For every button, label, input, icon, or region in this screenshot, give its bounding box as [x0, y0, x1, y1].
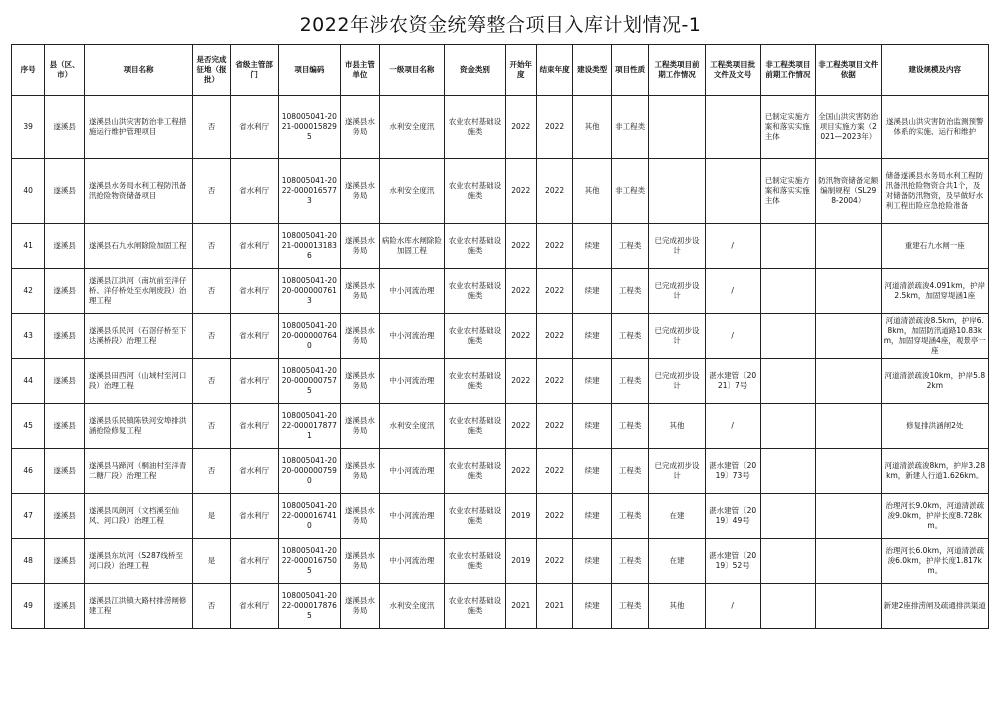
- nonproj-pre-cell: [760, 494, 815, 539]
- dept-cell: 省水利厅: [230, 224, 278, 269]
- start-year-cell: 2021: [505, 584, 536, 629]
- nonproj-doc-cell: 防汛物资储备定额编制规程（SL298-2004）: [815, 159, 881, 224]
- land-cell: 是: [193, 539, 230, 584]
- end-year-cell: 2022: [536, 224, 572, 269]
- end-year-cell: 2021: [536, 584, 572, 629]
- header-cell: 项目名称: [84, 45, 192, 96]
- page-title: 2022年涉农资金统筹整合项目入库计划情况-1: [299, 14, 702, 36]
- header-cell: 结束年度: [536, 45, 572, 96]
- county-cell: 遂溪县: [45, 584, 85, 629]
- nonproj-doc-cell: [815, 584, 881, 629]
- start-year-cell: 2022: [505, 159, 536, 224]
- start-year-cell: 2022: [505, 269, 536, 314]
- dept-cell: 省水利厅: [230, 539, 278, 584]
- build-type-cell: 续建: [573, 539, 612, 584]
- fund-cell: 农业农村基础设施类: [445, 494, 505, 539]
- nonproj-pre-cell: [760, 269, 815, 314]
- dept-cell: 省水利厅: [230, 159, 278, 224]
- level1-cell: 水利安全度汛: [379, 159, 445, 224]
- pre-work-cell: 已完成初步设计: [649, 269, 705, 314]
- land-cell: 否: [193, 449, 230, 494]
- scale-cell: 新建2座排涝闸及疏通排洪渠道: [881, 584, 988, 629]
- build-type-cell: 续建: [573, 269, 612, 314]
- approval-cell: /: [705, 404, 760, 449]
- header-cell: 省级主管部门: [230, 45, 278, 96]
- unit-cell: 遂溪县水务局: [341, 314, 380, 359]
- pre-work-cell: [649, 96, 705, 159]
- dept-cell: 省水利厅: [230, 359, 278, 404]
- row-number: 47: [12, 494, 45, 539]
- row-number: 44: [12, 359, 45, 404]
- end-year-cell: 2022: [536, 404, 572, 449]
- county-cell: 遂溪县: [45, 404, 85, 449]
- land-cell: 否: [193, 584, 230, 629]
- county-cell: 遂溪县: [45, 159, 85, 224]
- pre-work-cell: [649, 159, 705, 224]
- fund-cell: 农业农村基础设施类: [445, 449, 505, 494]
- scale-cell: 河道清淤疏浚8.5km，护岸6.8km，加固防汛道路10.83km，加固穿堤涵4座，观景亭一座: [881, 314, 988, 359]
- scale-cell: 遂溪县山洪灾害防治监测预警体系的实施、运行和维护: [881, 96, 988, 159]
- project-name-cell: 遂溪县乐民镇陈铁河安埠排洪涵抢险修复工程: [84, 404, 192, 449]
- nonproj-doc-cell: [815, 539, 881, 584]
- nonproj-pre-cell: [760, 314, 815, 359]
- pre-work-cell: 已完成初步设计: [649, 224, 705, 269]
- county-cell: 遂溪县: [45, 539, 85, 584]
- code-cell: 108005041-2021-0000158295: [278, 96, 340, 159]
- land-cell: 否: [193, 224, 230, 269]
- project-name-cell: 遂溪县田西河（山域村至河口段）治理工程: [84, 359, 192, 404]
- row-number: 46: [12, 449, 45, 494]
- header-cell: 建设规模及内容: [881, 45, 988, 96]
- row-number: 45: [12, 404, 45, 449]
- approval-cell: 湛水建管〔2019〕73号: [705, 449, 760, 494]
- fund-cell: 农业农村基础设施类: [445, 314, 505, 359]
- unit-cell: 遂溪县水务局: [341, 96, 380, 159]
- approval-cell: /: [705, 224, 760, 269]
- end-year-cell: 2022: [536, 494, 572, 539]
- header-cell: 工程类项目前期工作情况: [649, 45, 705, 96]
- scale-cell: 修复排洪涵闸2处: [881, 404, 988, 449]
- table-row: [12, 314, 989, 359]
- fund-cell: 农业农村基础设施类: [445, 224, 505, 269]
- pre-work-cell: 其他: [649, 584, 705, 629]
- end-year-cell: 2022: [536, 96, 572, 159]
- nature-cell: 工程类: [611, 359, 648, 404]
- start-year-cell: 2022: [505, 404, 536, 449]
- header-cell: 项目编码: [278, 45, 340, 96]
- level1-cell: 中小河流治理: [379, 449, 445, 494]
- dept-cell: 省水利厅: [230, 404, 278, 449]
- row-number: 49: [12, 584, 45, 629]
- scale-cell: 河道清淤疏浚10km，护岸5.82km: [881, 359, 988, 404]
- code-cell: 108005041-2022-0000167410: [278, 494, 340, 539]
- nature-cell: 非工程类: [611, 159, 648, 224]
- land-cell: 否: [193, 159, 230, 224]
- approval-cell: /: [705, 584, 760, 629]
- project-table: [11, 44, 989, 629]
- pre-work-cell: 已完成初步设计: [649, 314, 705, 359]
- project-name-cell: 遂溪县石九水闸除险加固工程: [84, 224, 192, 269]
- level1-cell: 中小河流治理: [379, 494, 445, 539]
- fund-cell: 农业农村基础设施类: [445, 159, 505, 224]
- header-cell: 非工程类项目文件依据: [815, 45, 881, 96]
- fund-cell: 农业农村基础设施类: [445, 359, 505, 404]
- unit-cell: 遂溪县水务局: [341, 359, 380, 404]
- pre-work-cell: 在建: [649, 539, 705, 584]
- header-cell: 是否完成征地（报批）: [193, 45, 230, 96]
- level1-cell: 中小河流治理: [379, 359, 445, 404]
- row-number: 39: [12, 96, 45, 159]
- header-cell: 开始年度: [505, 45, 536, 96]
- table-row: [12, 359, 989, 404]
- nature-cell: 工程类: [611, 224, 648, 269]
- code-cell: 108005041-2022-0000178771: [278, 404, 340, 449]
- nonproj-doc-cell: 全国山洪灾害防治项目实施方案（2021—2023年）: [815, 96, 881, 159]
- start-year-cell: 2019: [505, 494, 536, 539]
- land-cell: 否: [193, 359, 230, 404]
- header-cell: 工程类项目批文件及文号: [705, 45, 760, 96]
- level1-cell: 中小河流治理: [379, 314, 445, 359]
- nonproj-doc-cell: [815, 224, 881, 269]
- unit-cell: 遂溪县水务局: [341, 584, 380, 629]
- end-year-cell: 2022: [536, 359, 572, 404]
- pre-work-cell: 在建: [649, 494, 705, 539]
- project-name-cell: 遂溪县凤朗河（文档溪至仙风、河口段）治理工程: [84, 494, 192, 539]
- end-year-cell: 2022: [536, 449, 572, 494]
- row-number: 40: [12, 159, 45, 224]
- nonproj-doc-cell: [815, 359, 881, 404]
- build-type-cell: 续建: [573, 314, 612, 359]
- header-cell: 建设类型: [573, 45, 612, 96]
- fund-cell: 农业农村基础设施类: [445, 404, 505, 449]
- start-year-cell: 2022: [505, 96, 536, 159]
- county-cell: 遂溪县: [45, 494, 85, 539]
- start-year-cell: 2019: [505, 539, 536, 584]
- county-cell: 遂溪县: [45, 449, 85, 494]
- nonproj-pre-cell: 已制定实施方案和落实实施主体: [760, 96, 815, 159]
- pre-work-cell: 已完成初步设计: [649, 359, 705, 404]
- unit-cell: 遂溪县水务局: [341, 494, 380, 539]
- build-type-cell: 续建: [573, 224, 612, 269]
- county-cell: 遂溪县: [45, 224, 85, 269]
- header-cell: 序号: [12, 45, 45, 96]
- nonproj-pre-cell: [760, 359, 815, 404]
- unit-cell: 遂溪县水务局: [341, 404, 380, 449]
- land-cell: 否: [193, 404, 230, 449]
- build-type-cell: 其他: [573, 159, 612, 224]
- project-name-cell: 遂溪县水务局水利工程防汛备汛抢险物资储备项目: [84, 159, 192, 224]
- table-row: [12, 539, 989, 584]
- approval-cell: [705, 159, 760, 224]
- code-cell: 108005041-2021-0000131836: [278, 224, 340, 269]
- project-name-cell: 遂溪县乐民河（石滘仔桥至下达溪桥段）治理工程: [84, 314, 192, 359]
- nature-cell: 工程类: [611, 404, 648, 449]
- end-year-cell: 2022: [536, 539, 572, 584]
- level1-cell: 水利安全度汛: [379, 96, 445, 159]
- land-cell: 否: [193, 96, 230, 159]
- level1-cell: 中小河流治理: [379, 269, 445, 314]
- code-cell: 108005041-2022-0000165773: [278, 159, 340, 224]
- level1-cell: 水利安全度汛: [379, 404, 445, 449]
- header-cell: 市县主管单位: [341, 45, 380, 96]
- build-type-cell: 续建: [573, 494, 612, 539]
- table-row: [12, 404, 989, 449]
- row-number: 41: [12, 224, 45, 269]
- land-cell: 是: [193, 494, 230, 539]
- level1-cell: 水利安全度汛: [379, 584, 445, 629]
- table-row: [12, 269, 989, 314]
- table-row: [12, 159, 989, 224]
- build-type-cell: 续建: [573, 449, 612, 494]
- start-year-cell: 2022: [505, 224, 536, 269]
- nature-cell: 工程类: [611, 584, 648, 629]
- dept-cell: 省水利厅: [230, 449, 278, 494]
- code-cell: 108005041-2022-0000178765: [278, 584, 340, 629]
- end-year-cell: 2022: [536, 159, 572, 224]
- code-cell: 108005041-2020-0000007575: [278, 359, 340, 404]
- fund-cell: 农业农村基础设施类: [445, 269, 505, 314]
- approval-cell: 湛水建管〔2021〕7号: [705, 359, 760, 404]
- land-cell: 否: [193, 314, 230, 359]
- code-cell: 108005041-2020-0000007640: [278, 314, 340, 359]
- table-row: [12, 494, 989, 539]
- nonproj-doc-cell: [815, 494, 881, 539]
- nonproj-doc-cell: [815, 314, 881, 359]
- dept-cell: 省水利厅: [230, 494, 278, 539]
- approval-cell: /: [705, 269, 760, 314]
- nature-cell: 工程类: [611, 449, 648, 494]
- project-name-cell: 遂溪县江洪镇大路村排涝闸修建工程: [84, 584, 192, 629]
- fund-cell: 农业农村基础设施类: [445, 584, 505, 629]
- header-cell: 非工程类项目前期工作情况: [760, 45, 815, 96]
- nonproj-pre-cell: [760, 449, 815, 494]
- nature-cell: 工程类: [611, 314, 648, 359]
- project-name-cell: 遂溪县马蹄河（桐油村至洋青二糖厂段）治理工程: [84, 449, 192, 494]
- start-year-cell: 2022: [505, 449, 536, 494]
- approval-cell: [705, 96, 760, 159]
- fund-cell: 农业农村基础设施类: [445, 539, 505, 584]
- county-cell: 遂溪县: [45, 96, 85, 159]
- dept-cell: 省水利厅: [230, 584, 278, 629]
- unit-cell: 遂溪县水务局: [341, 449, 380, 494]
- nonproj-doc-cell: [815, 269, 881, 314]
- dept-cell: 省水利厅: [230, 96, 278, 159]
- code-cell: 108005041-2020-0000007613: [278, 269, 340, 314]
- build-type-cell: 其他: [573, 96, 612, 159]
- scale-cell: 治理河长6.0km，河道清淤疏浚6.0km，护岸长度1.817km。: [881, 539, 988, 584]
- county-cell: 遂溪县: [45, 359, 85, 404]
- nonproj-pre-cell: [760, 404, 815, 449]
- unit-cell: 遂溪县水务局: [341, 269, 380, 314]
- code-cell: 108005041-2022-0000167505: [278, 539, 340, 584]
- project-name-cell: 遂溪县山洪灾害防治非工程措施运行维护管理项目: [84, 96, 192, 159]
- level1-cell: 病险水库水闸除险加固工程: [379, 224, 445, 269]
- nature-cell: 工程类: [611, 539, 648, 584]
- table-row: [12, 96, 989, 159]
- nonproj-pre-cell: [760, 224, 815, 269]
- nature-cell: 非工程类: [611, 96, 648, 159]
- approval-cell: 湛水建管〔2019〕49号: [705, 494, 760, 539]
- table-row: [12, 224, 989, 269]
- header-cell: 县（区、市）: [45, 45, 85, 96]
- scale-cell: 河道清淤疏浚4.091km，护岸2.5km，加固穿堤涵1座: [881, 269, 988, 314]
- header-cell: 项目性质: [611, 45, 648, 96]
- land-cell: 否: [193, 269, 230, 314]
- scale-cell: 重建石九水闸一座: [881, 224, 988, 269]
- row-number: 48: [12, 539, 45, 584]
- nonproj-pre-cell: [760, 584, 815, 629]
- header-cell: 资金类别: [445, 45, 505, 96]
- table-row: [12, 449, 989, 494]
- row-number: 43: [12, 314, 45, 359]
- unit-cell: 遂溪县水务局: [341, 159, 380, 224]
- county-cell: 遂溪县: [45, 314, 85, 359]
- approval-cell: 湛水建管〔2019〕52号: [705, 539, 760, 584]
- nonproj-pre-cell: [760, 539, 815, 584]
- scale-cell: 治理河长9.0km，河道清淤疏浚9.0km，护岸长度8.728km。: [881, 494, 988, 539]
- scale-cell: 河道清淤疏浚8km，护岸3.28km，新建人行道1.626km。: [881, 449, 988, 494]
- county-cell: 遂溪县: [45, 269, 85, 314]
- build-type-cell: 续建: [573, 404, 612, 449]
- nonproj-doc-cell: [815, 449, 881, 494]
- pre-work-cell: 已完成初步设计: [649, 449, 705, 494]
- fund-cell: 农业农村基础设施类: [445, 96, 505, 159]
- level1-cell: 中小河流治理: [379, 539, 445, 584]
- header-row: [12, 45, 989, 96]
- build-type-cell: 续建: [573, 584, 612, 629]
- row-number: 42: [12, 269, 45, 314]
- code-cell: 108005041-2020-0000007590: [278, 449, 340, 494]
- dept-cell: 省水利厅: [230, 269, 278, 314]
- build-type-cell: 续建: [573, 359, 612, 404]
- table-row: [12, 584, 989, 629]
- header-cell: 一级项目名称: [379, 45, 445, 96]
- nature-cell: 工程类: [611, 269, 648, 314]
- project-name-cell: 遂溪县东坑河（S287线桥至河口段）治理工程: [84, 539, 192, 584]
- nonproj-doc-cell: [815, 404, 881, 449]
- unit-cell: 遂溪县水务局: [341, 539, 380, 584]
- start-year-cell: 2022: [505, 359, 536, 404]
- nature-cell: 工程类: [611, 494, 648, 539]
- unit-cell: 遂溪县水务局: [341, 224, 380, 269]
- end-year-cell: 2022: [536, 314, 572, 359]
- nonproj-pre-cell: 已制定实施方案和落实实施主体: [760, 159, 815, 224]
- scale-cell: 储备遂溪县水务局水利工程防汛备汛抢险物资合共1个，及对储备防汛物资，及早做好水利工程出险应急抢险准备: [881, 159, 988, 224]
- end-year-cell: 2022: [536, 269, 572, 314]
- pre-work-cell: 其他: [649, 404, 705, 449]
- project-name-cell: 遂溪县江洪河（南坑前至洋仔桥、洋仔桥处至水闸废段）治理工程: [84, 269, 192, 314]
- dept-cell: 省水利厅: [230, 314, 278, 359]
- start-year-cell: 2022: [505, 314, 536, 359]
- approval-cell: /: [705, 314, 760, 359]
